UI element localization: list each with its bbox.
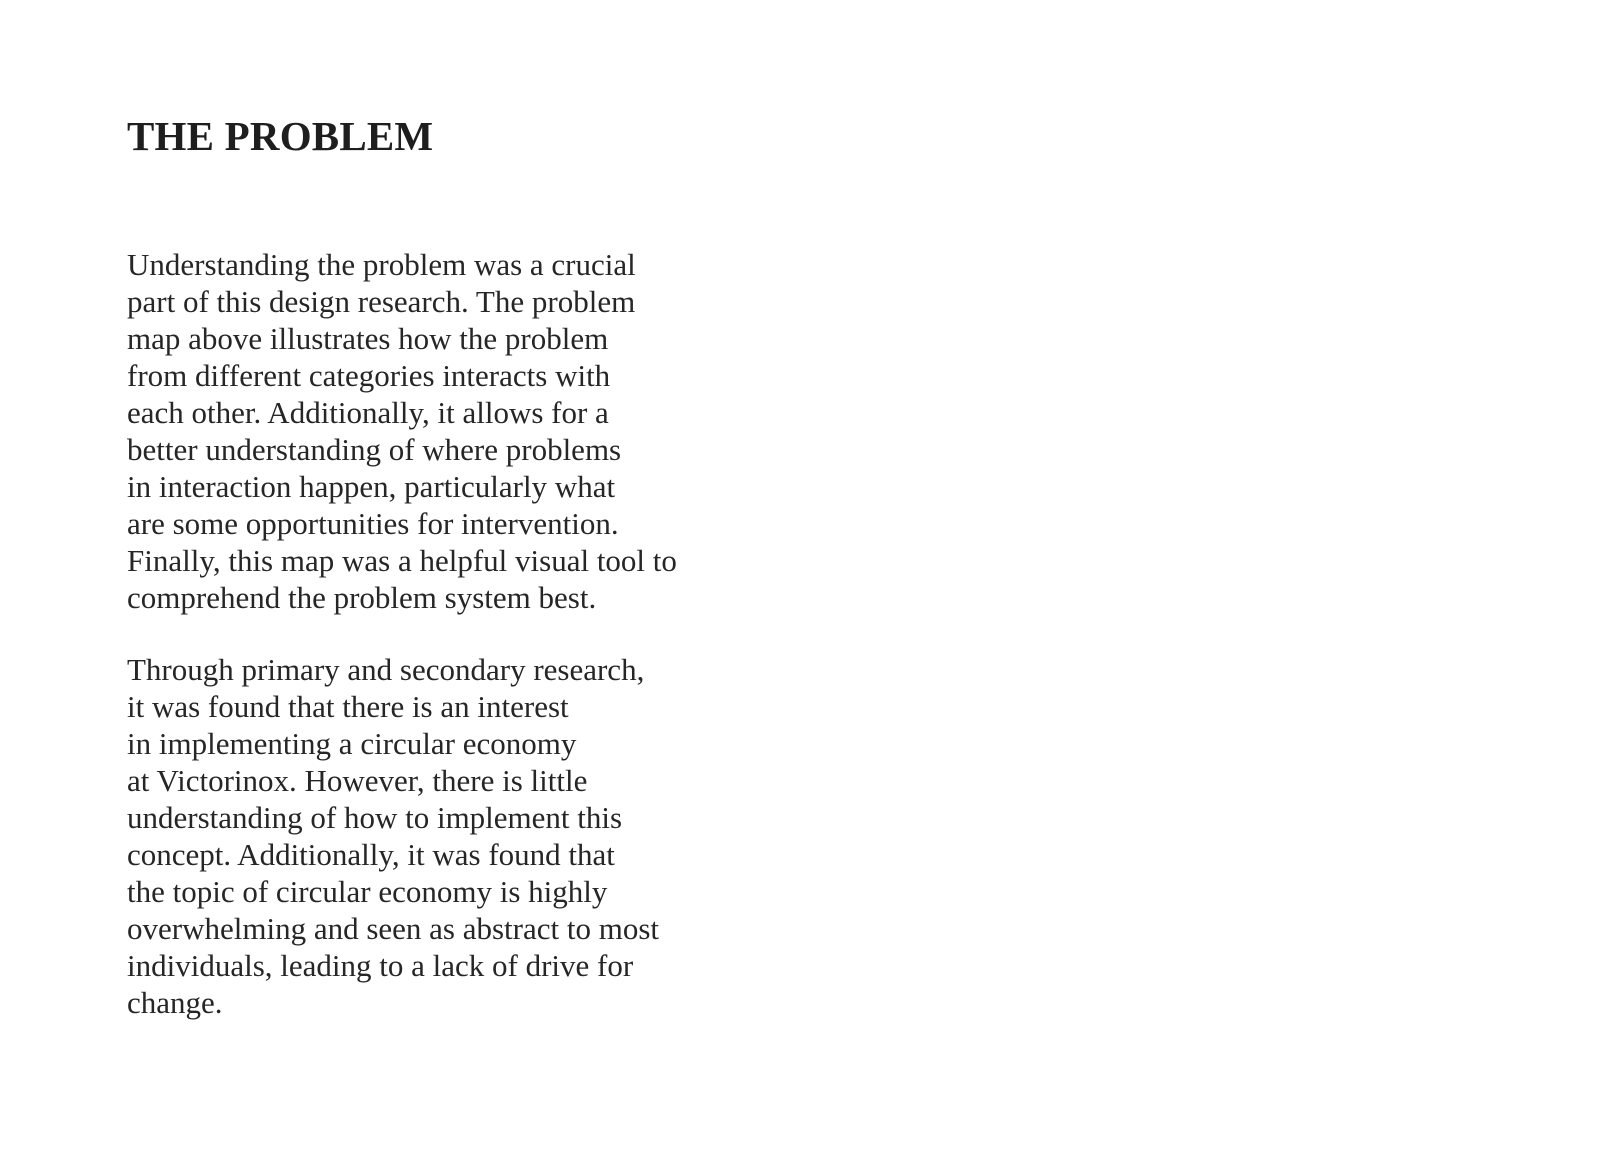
text-line: Understanding the problem was a crucial — [127, 247, 636, 282]
section-heading: THE PROBLEM — [127, 113, 434, 159]
text-line: it was found that there is an interest — [127, 689, 569, 724]
text-line: overwhelming and seen as abstract to most — [127, 911, 660, 946]
text-line: understanding of how to implement this — [127, 800, 623, 835]
text-line: change. — [127, 985, 223, 1020]
paragraph-research-findings — [127, 651, 659, 1021]
text-line: part of this design research. The problem — [127, 284, 636, 319]
text-line: better understanding of where problems — [127, 432, 622, 467]
text-line: concept. Additionally, it was found that — [127, 837, 615, 872]
text-line: individuals, leading to a lack of drive for — [127, 948, 634, 983]
text-line: each other. Additionally, it allows for a — [127, 395, 609, 430]
text-line: the topic of circular economy is highly — [127, 874, 608, 909]
text-line: in interaction happen, particularly what — [127, 469, 616, 504]
text-line: are some opportunities for intervention. — [127, 506, 619, 541]
text-line: in implementing a circular economy — [127, 726, 577, 761]
text-line: from different categories interacts with — [127, 358, 611, 393]
paragraph-problem-map — [127, 246, 677, 616]
text-line: map above illustrates how the problem — [127, 321, 609, 356]
text-line: Through primary and secondary research, — [127, 652, 645, 687]
text-line: Finally, this map was a helpful visual tool to — [127, 543, 677, 578]
text-line: at Victorinox. However, there is little — [127, 763, 588, 798]
text-line: comprehend the problem system best. — [127, 580, 597, 615]
